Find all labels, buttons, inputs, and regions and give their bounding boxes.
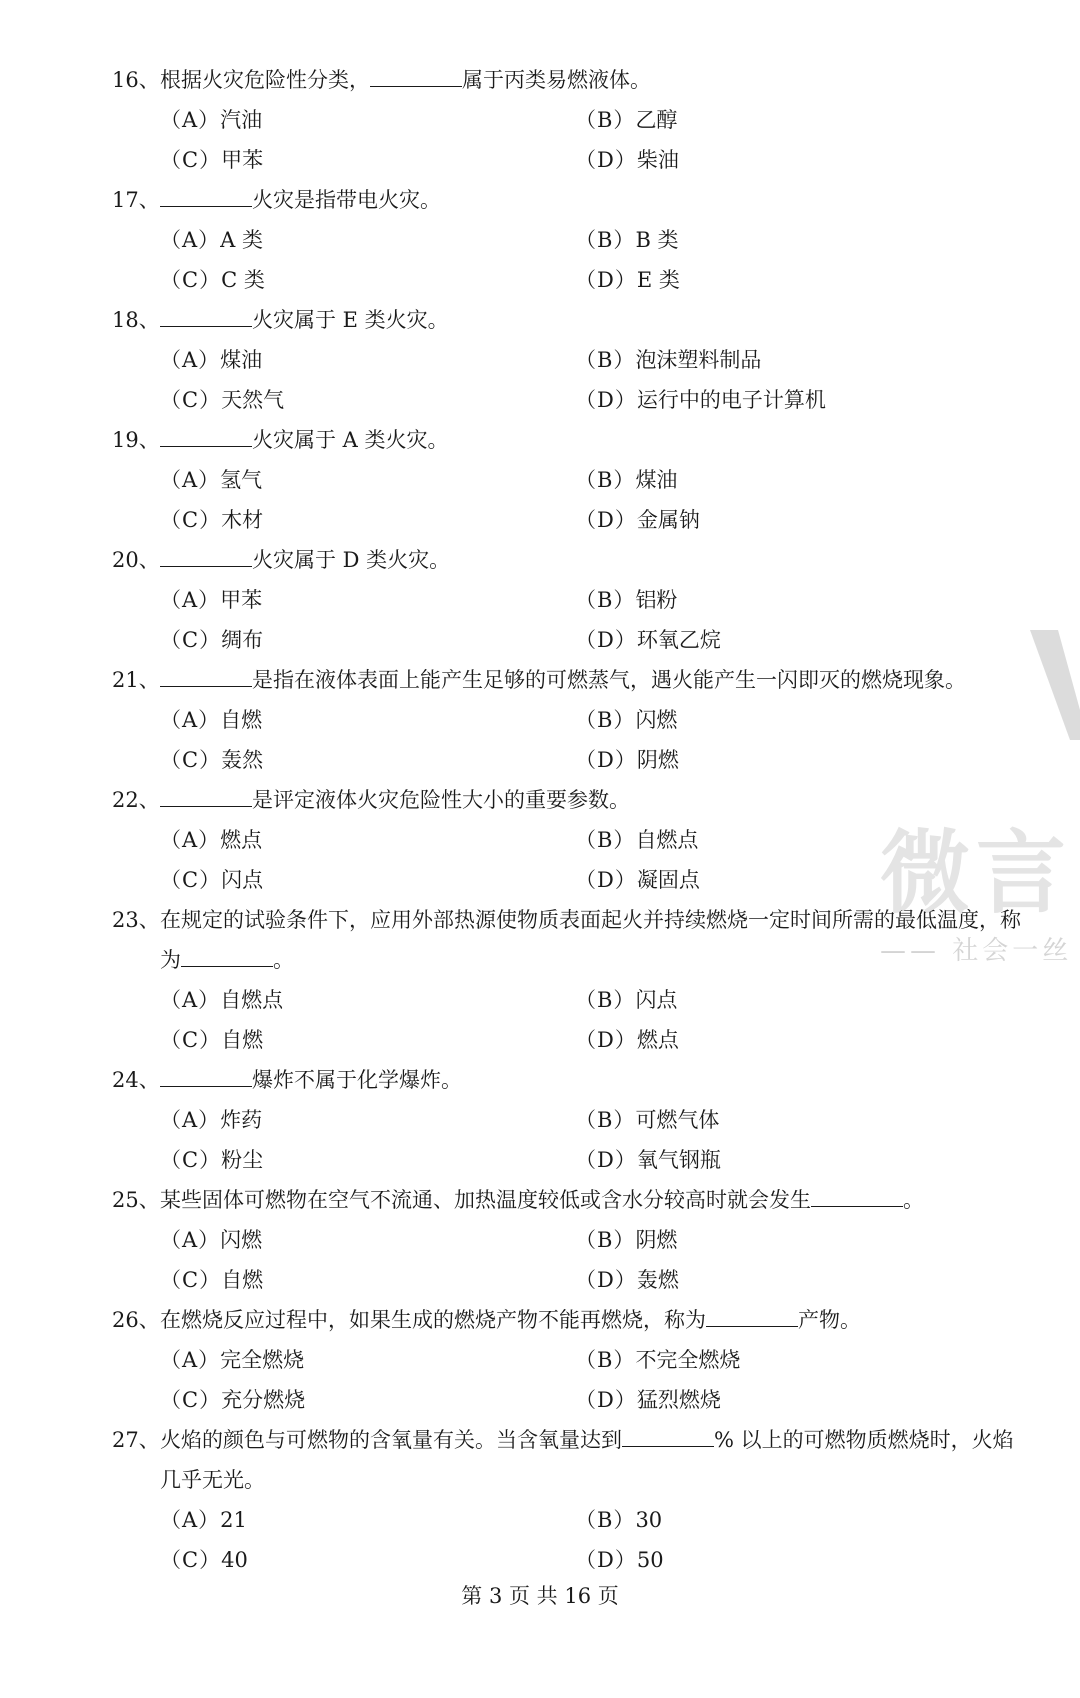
question-stem — [112, 1060, 1032, 1100]
option-grid — [112, 100, 1032, 180]
option-label: （B） — [575, 1228, 636, 1252]
option-text: 闪点 — [221, 868, 264, 892]
option-label: （C） — [160, 1028, 222, 1052]
question-stem — [112, 780, 1032, 820]
question-text-post: 火灾属于 D 类火灾。 — [252, 548, 451, 572]
page-footer: 第 3 页 共 16 页 — [461, 1584, 619, 1608]
option-text: 自燃点 — [635, 828, 699, 852]
option-grid — [112, 980, 1032, 1060]
option-text: 50 — [636, 1548, 664, 1572]
answer-option — [575, 1260, 990, 1300]
answer-option — [160, 1220, 575, 1260]
option-label: （B） — [575, 588, 636, 612]
question-item — [112, 180, 1032, 300]
question-text — [160, 1300, 1032, 1340]
question-number: 26、 — [112, 1308, 160, 1332]
answer-option — [160, 500, 575, 540]
question-number: 27、 — [112, 1428, 160, 1452]
option-label: （D） — [575, 268, 637, 292]
question-number: 16、 — [112, 68, 160, 92]
option-text: 煤油 — [220, 348, 263, 372]
answer-option — [160, 1500, 575, 1540]
option-text: 天然气 — [221, 388, 285, 412]
option-text: 甲苯 — [220, 588, 263, 612]
answer-option — [160, 1340, 575, 1380]
option-text: 燃点 — [636, 1028, 679, 1052]
option-text: 轰燃 — [636, 1268, 679, 1292]
question-item — [112, 1060, 1032, 1180]
option-text: 可燃气体 — [635, 1108, 720, 1132]
question-stem — [112, 60, 1032, 100]
answer-option — [160, 460, 575, 500]
answer-option — [575, 100, 990, 140]
answer-blank — [160, 184, 252, 207]
answer-option — [575, 220, 990, 260]
option-label: （D） — [575, 388, 637, 412]
option-text: 粉尘 — [221, 1148, 264, 1172]
question-number: 18、 — [112, 308, 160, 332]
answer-blank — [160, 784, 252, 807]
option-text: 完全燃烧 — [220, 1348, 305, 1372]
question-text-post: 火灾属于 E 类火灾。 — [252, 308, 449, 332]
question-text — [160, 660, 1032, 700]
answer-option — [160, 1540, 575, 1580]
option-label: （B） — [575, 1508, 636, 1532]
option-label: （A） — [160, 708, 221, 732]
option-label: （A） — [160, 588, 221, 612]
answer-option — [160, 140, 575, 180]
answer-option — [160, 740, 575, 780]
option-grid — [112, 220, 1032, 300]
option-text: 自燃 — [221, 1028, 264, 1052]
answer-option — [160, 340, 575, 380]
option-text: 铝粉 — [635, 588, 678, 612]
option-text: 甲苯 — [221, 148, 264, 172]
option-text: 闪燃 — [220, 1228, 263, 1252]
answer-blank — [160, 424, 252, 447]
question-stem — [112, 1300, 1032, 1340]
option-grid — [112, 1500, 1032, 1580]
option-label: （D） — [575, 868, 637, 892]
option-label: （A） — [160, 1348, 221, 1372]
option-text: 运行中的电子计算机 — [636, 388, 826, 412]
option-label: （B） — [575, 828, 636, 852]
option-grid — [112, 340, 1032, 420]
answer-option — [160, 980, 575, 1020]
answer-option — [575, 260, 990, 300]
option-grid — [112, 460, 1032, 540]
question-text — [160, 300, 1032, 340]
question-number: 25、 — [112, 1188, 160, 1212]
option-text: 轰然 — [221, 748, 264, 772]
option-label: （C） — [160, 1548, 222, 1572]
question-text-post: 。 — [273, 948, 294, 972]
answer-option — [575, 1220, 990, 1260]
option-text: B 类 — [635, 228, 679, 252]
option-text: 汽油 — [220, 108, 263, 132]
option-text: 阴燃 — [635, 1228, 678, 1252]
option-label: （A） — [160, 348, 221, 372]
answer-blank — [181, 944, 273, 967]
option-text: 乙醇 — [635, 108, 678, 132]
question-number: 22、 — [112, 788, 160, 812]
question-number: 24、 — [112, 1068, 160, 1092]
option-grid — [112, 700, 1032, 780]
option-text: 自燃 — [220, 708, 263, 732]
answer-option — [575, 1540, 990, 1580]
question-stem — [112, 660, 1032, 700]
option-text: 自燃点 — [220, 988, 284, 1012]
answer-option — [575, 1140, 990, 1180]
question-text-pre: 火焰的颜色与可燃物的含氧量有关。当含氧量达到 — [160, 1428, 622, 1452]
option-label: （A） — [160, 108, 221, 132]
option-label: （A） — [160, 828, 221, 852]
question-text — [160, 1180, 1032, 1220]
option-text: 泡沫塑料制品 — [635, 348, 762, 372]
option-label: （D） — [575, 148, 637, 172]
option-text: 21 — [220, 1508, 247, 1532]
answer-option — [575, 620, 990, 660]
option-label: （A） — [160, 228, 221, 252]
question-stem — [112, 900, 1032, 980]
answer-option — [160, 100, 575, 140]
option-label: （C） — [160, 1148, 222, 1172]
answer-option — [575, 740, 990, 780]
option-label: （B） — [575, 108, 636, 132]
answer-option — [575, 460, 990, 500]
answer-option — [160, 220, 575, 260]
answer-option — [160, 1020, 575, 1060]
question-text-post: 属于丙类易燃液体。 — [462, 68, 651, 92]
question-number: 20、 — [112, 548, 160, 572]
answer-option — [160, 1140, 575, 1180]
question-text — [160, 1060, 1032, 1100]
answer-option — [160, 580, 575, 620]
option-text: 30 — [635, 1508, 663, 1532]
option-text: 不完全燃烧 — [635, 1348, 741, 1372]
question-text-post: 是评定液体火灾危险性大小的重要参数。 — [252, 788, 630, 812]
option-label: （A） — [160, 1228, 221, 1252]
option-label: （C） — [160, 1268, 222, 1292]
option-text: 炸药 — [220, 1108, 263, 1132]
option-text: 充分燃烧 — [221, 1388, 306, 1412]
option-label: （D） — [575, 1028, 637, 1052]
option-text: C 类 — [221, 268, 265, 292]
answer-option — [160, 1100, 575, 1140]
option-text: E 类 — [636, 268, 680, 292]
answer-blank — [160, 304, 252, 327]
watermark-text: 微言 — [880, 821, 1072, 926]
question-stem — [112, 420, 1032, 460]
answer-blank — [160, 664, 252, 687]
option-text: 闪燃 — [635, 708, 678, 732]
option-label: （A） — [160, 988, 221, 1012]
question-text-pre: 在规定的试验条件下，应用外部热源使物质表面起火并持续燃烧一定时间所需的最低温度，称为 — [160, 908, 1021, 972]
option-label: （C） — [160, 748, 222, 772]
answer-option — [160, 620, 575, 660]
question-text — [160, 60, 1032, 100]
answer-blank — [811, 1184, 903, 1207]
answer-option — [575, 860, 990, 900]
answer-option — [575, 700, 990, 740]
answer-option — [575, 1380, 990, 1420]
option-label: （B） — [575, 228, 636, 252]
watermark-logo-icon — [1030, 630, 1080, 740]
question-text — [160, 900, 1032, 980]
question-item — [112, 900, 1032, 1060]
option-text: 燃点 — [220, 828, 263, 852]
option-label: （B） — [575, 348, 636, 372]
question-number: 21、 — [112, 668, 160, 692]
answer-option — [160, 1260, 575, 1300]
answer-option — [160, 820, 575, 860]
answer-blank — [370, 64, 462, 87]
question-item — [112, 1180, 1032, 1300]
option-label: （D） — [575, 748, 637, 772]
question-number: 17、 — [112, 188, 160, 212]
option-text: 阴燃 — [636, 748, 679, 772]
answer-blank — [706, 1304, 798, 1327]
option-label: （D） — [575, 628, 637, 652]
option-grid — [112, 580, 1032, 660]
answer-option — [160, 260, 575, 300]
option-text: 猛烈燃烧 — [636, 1388, 721, 1412]
answer-option — [575, 380, 990, 420]
option-text: 绸布 — [221, 628, 264, 652]
question-text — [160, 180, 1032, 220]
question-list — [112, 60, 1032, 1580]
answer-option — [160, 700, 575, 740]
option-label: （A） — [160, 1508, 221, 1532]
question-text — [160, 780, 1032, 820]
question-stem — [112, 180, 1032, 220]
option-label: （D） — [575, 1388, 637, 1412]
option-label: （B） — [575, 988, 636, 1012]
answer-blank — [622, 1424, 714, 1447]
option-text: 柴油 — [636, 148, 679, 172]
option-label: （D） — [575, 1548, 637, 1572]
option-grid — [112, 820, 1032, 900]
option-text: 氢气 — [220, 468, 263, 492]
option-text: A 类 — [220, 228, 264, 252]
answer-option — [160, 1380, 575, 1420]
option-label: （B） — [575, 1348, 636, 1372]
answer-option — [575, 140, 990, 180]
option-label: （B） — [575, 468, 636, 492]
option-text: 氧气钢瓶 — [636, 1148, 721, 1172]
answer-option — [575, 1100, 990, 1140]
question-number: 19、 — [112, 428, 160, 452]
answer-blank — [160, 1064, 252, 1087]
option-label: （C） — [160, 148, 222, 172]
question-text-post: 爆炸不属于化学爆炸。 — [252, 1068, 462, 1092]
question-text-post: % 以上的可燃物质燃烧时，火焰几乎无光。 — [160, 1428, 1014, 1492]
question-item — [112, 60, 1032, 180]
answer-option — [575, 1340, 990, 1380]
option-text: 煤油 — [635, 468, 678, 492]
option-label: （C） — [160, 268, 222, 292]
question-text-post: 火灾是指带电火灾。 — [252, 188, 441, 212]
question-text-pre: 某些固体可燃物在空气不流通、加热温度较低或含水分较高时就会发生 — [160, 1188, 811, 1212]
answer-option — [160, 860, 575, 900]
answer-option — [575, 980, 990, 1020]
question-text-post: 是指在液体表面上能产生足够的可燃蒸气，遇火能产生一闪即灭的燃烧现象。 — [252, 668, 966, 692]
question-stem — [112, 540, 1032, 580]
question-text — [160, 420, 1032, 460]
question-text-pre: 根据火灾危险性分类， — [160, 68, 370, 92]
option-grid — [112, 1220, 1032, 1300]
option-text: 凝固点 — [636, 868, 700, 892]
question-stem — [112, 300, 1032, 340]
option-label: （C） — [160, 868, 222, 892]
question-item — [112, 300, 1032, 420]
option-grid — [112, 1100, 1032, 1180]
question-text-pre: 在燃烧反应过程中，如果生成的燃烧产物不能再燃烧，称为 — [160, 1308, 706, 1332]
question-text-post: 火灾属于 A 类火灾。 — [252, 428, 449, 452]
question-stem — [112, 1420, 1032, 1500]
option-label: （C） — [160, 388, 222, 412]
answer-option — [575, 820, 990, 860]
option-text: 自燃 — [221, 1268, 264, 1292]
answer-option — [575, 580, 990, 620]
option-label: （C） — [160, 508, 222, 532]
question-text-post: 。 — [903, 1188, 924, 1212]
option-label: （A） — [160, 468, 221, 492]
option-label: （D） — [575, 1268, 637, 1292]
option-grid — [112, 1340, 1032, 1420]
option-label: （B） — [575, 1108, 636, 1132]
answer-option — [575, 500, 990, 540]
answer-option — [575, 1020, 990, 1060]
option-label: （D） — [575, 508, 637, 532]
option-text: 闪点 — [635, 988, 678, 1012]
answer-option — [575, 340, 990, 380]
option-label: （B） — [575, 708, 636, 732]
question-stem — [112, 1180, 1032, 1220]
question-text-post: 产物。 — [798, 1308, 861, 1332]
watermark-subtext: —— 社会一丝 — [880, 936, 1073, 966]
option-text: 金属钠 — [636, 508, 700, 532]
question-text — [160, 1420, 1032, 1500]
answer-option — [160, 380, 575, 420]
option-label: （D） — [575, 1148, 637, 1172]
question-text — [160, 540, 1032, 580]
answer-blank — [160, 544, 252, 567]
question-item — [112, 1300, 1032, 1420]
question-item — [112, 780, 1032, 900]
option-text: 40 — [221, 1548, 248, 1572]
question-number: 23、 — [112, 908, 160, 932]
option-label: （C） — [160, 1388, 222, 1412]
option-text: 木材 — [221, 508, 264, 532]
option-text: 环氧乙烷 — [636, 628, 721, 652]
question-item — [112, 540, 1032, 660]
question-item — [112, 420, 1032, 540]
question-item — [112, 660, 1032, 780]
option-label: （C） — [160, 628, 222, 652]
answer-option — [575, 1500, 990, 1540]
option-label: （A） — [160, 1108, 221, 1132]
question-item — [112, 1420, 1032, 1580]
